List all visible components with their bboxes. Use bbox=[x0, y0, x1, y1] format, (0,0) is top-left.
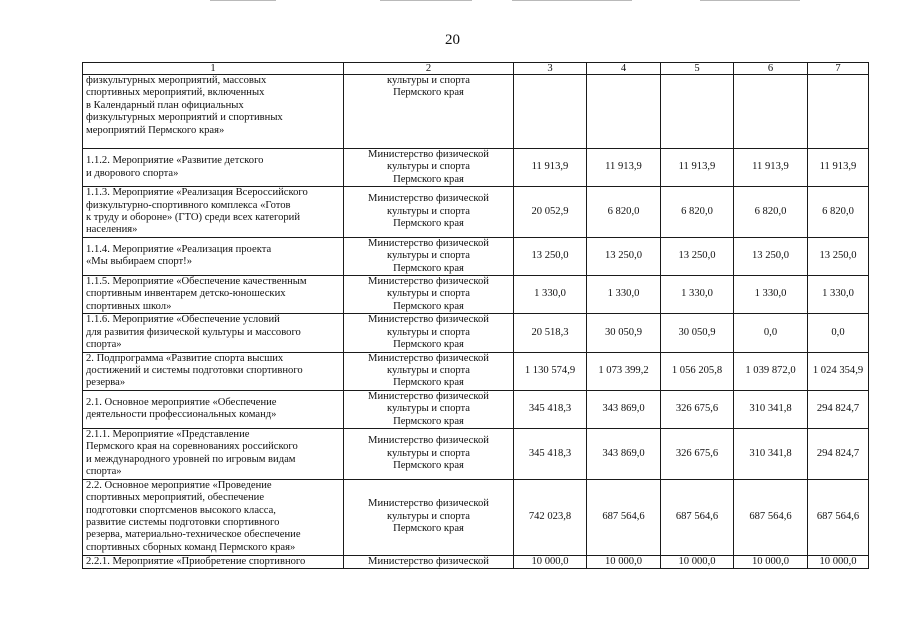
measure-name-line: и международного уровней по игровым видам bbox=[86, 453, 296, 465]
responsible-line: Министерство физической bbox=[368, 276, 489, 288]
measure-name-line: 1.1.2. Мероприятие «Развитие детского bbox=[86, 155, 264, 167]
measure-name-line: 1.1.3. Мероприятие «Реализация Всероссийского bbox=[86, 187, 308, 199]
value-cell: 294 824,7 bbox=[808, 428, 869, 479]
measure-name-line: физкультурных мероприятий, массовых bbox=[86, 75, 267, 86]
measure-name-cell bbox=[83, 149, 344, 187]
table-row bbox=[83, 149, 869, 187]
value-cell: 30 050,9 bbox=[661, 314, 734, 352]
responsible-line: Пермского края bbox=[393, 523, 464, 535]
value-cell: 345 418,3 bbox=[514, 428, 587, 479]
responsible-cell bbox=[344, 314, 514, 352]
value-cell bbox=[587, 75, 661, 149]
value-cell: 1 330,0 bbox=[514, 276, 587, 314]
page-number: 20 bbox=[445, 32, 460, 48]
responsible-line: культуры и спорта bbox=[387, 161, 470, 173]
top-edge-line-far-right bbox=[700, 0, 800, 1]
responsible-line: Пермского края bbox=[393, 87, 464, 99]
responsible-cell bbox=[344, 149, 514, 187]
value-cell: 13 250,0 bbox=[587, 237, 661, 275]
measure-name-line: 1.1.5. Мероприятие «Обеспечение качественным bbox=[86, 276, 307, 288]
responsible-line: Пермского края bbox=[393, 300, 464, 312]
responsible-line: Министерство физической bbox=[368, 390, 489, 402]
measure-name-cell bbox=[83, 555, 344, 568]
measure-name-line: для развития физической культуры и массового bbox=[86, 326, 301, 338]
value-cell: 294 824,7 bbox=[808, 390, 869, 428]
measure-name-cell bbox=[83, 352, 344, 390]
measure-name-line: физкультурных мероприятий и спортивных bbox=[86, 112, 283, 124]
col-header: 3 bbox=[514, 63, 587, 75]
top-edge-line-left bbox=[210, 0, 276, 1]
measure-name-line: населения» bbox=[86, 224, 138, 236]
value-cell: 10 000,0 bbox=[808, 555, 869, 568]
value-cell: 6 820,0 bbox=[808, 187, 869, 238]
value-cell: 11 913,9 bbox=[808, 149, 869, 187]
table-row bbox=[83, 479, 869, 555]
value-cell: 10 000,0 bbox=[734, 555, 808, 568]
responsible-line: Министерство физической bbox=[368, 193, 489, 205]
responsible-line: Пермского края bbox=[393, 459, 464, 471]
measure-name-cell bbox=[83, 479, 344, 555]
col-header: 1 bbox=[83, 63, 344, 75]
value-cell: 687 564,6 bbox=[661, 479, 734, 555]
value-cell: 1 039 872,0 bbox=[734, 352, 808, 390]
responsible-line: Пермского края bbox=[393, 339, 464, 351]
responsible-line: культуры и спорта bbox=[387, 326, 470, 338]
responsible-line: Министерство физической bbox=[368, 314, 489, 326]
value-cell: 30 050,9 bbox=[587, 314, 661, 352]
table-row bbox=[83, 555, 869, 568]
responsible-line: Министерство физической bbox=[368, 498, 489, 510]
measure-name-cell bbox=[83, 390, 344, 428]
measure-name-line: 1.1.4. Мероприятие «Реализация проекта bbox=[86, 244, 272, 256]
value-cell: 11 913,9 bbox=[514, 149, 587, 187]
value-cell: 1 024 354,9 bbox=[808, 352, 869, 390]
value-cell: 6 820,0 bbox=[661, 187, 734, 238]
value-cell bbox=[808, 75, 869, 149]
funding-table bbox=[82, 62, 869, 569]
responsible-line: культуры и спорта bbox=[387, 205, 470, 217]
responsible-line: Пермского края bbox=[393, 173, 464, 185]
table-row bbox=[83, 75, 869, 149]
value-cell bbox=[514, 75, 587, 149]
responsible-line: культуры и спорта bbox=[387, 403, 470, 415]
measure-name-line: и дворового спорта» bbox=[86, 167, 179, 179]
measure-name-line: 2.2. Основное мероприятие «Проведение bbox=[86, 479, 272, 491]
responsible-cell bbox=[344, 428, 514, 479]
value-cell: 326 675,6 bbox=[661, 390, 734, 428]
measure-name-line: спорта» bbox=[86, 339, 122, 351]
value-cell bbox=[661, 75, 734, 149]
measure-name-line: физкультурно-спортивного комплекса «Готов bbox=[86, 199, 291, 211]
value-cell: 11 913,9 bbox=[587, 149, 661, 187]
responsible-cell bbox=[344, 237, 514, 275]
table-row bbox=[83, 187, 869, 238]
value-cell: 343 869,0 bbox=[587, 428, 661, 479]
responsible-line: Министерство физической bbox=[368, 237, 489, 249]
value-cell: 687 564,6 bbox=[587, 479, 661, 555]
measure-name-line: «Мы выбираем спорт!» bbox=[86, 256, 192, 268]
value-cell: 687 564,6 bbox=[734, 479, 808, 555]
value-cell: 20 518,3 bbox=[514, 314, 587, 352]
responsible-cell bbox=[344, 75, 514, 149]
value-cell: 0,0 bbox=[734, 314, 808, 352]
value-cell: 1 330,0 bbox=[661, 276, 734, 314]
table-row bbox=[83, 237, 869, 275]
measure-name-cell bbox=[83, 75, 344, 149]
responsible-line: культуры и спорта bbox=[387, 447, 470, 459]
value-cell: 687 564,6 bbox=[808, 479, 869, 555]
table-body bbox=[83, 75, 869, 569]
value-cell: 13 250,0 bbox=[808, 237, 869, 275]
measure-name-line: к труду и обороне» (ГТО) среди всех категорий bbox=[86, 212, 301, 224]
value-cell: 11 913,9 bbox=[661, 149, 734, 187]
responsible-cell bbox=[344, 555, 514, 568]
responsible-line: культуры и спорта bbox=[387, 510, 470, 522]
measure-name-line: резерва» bbox=[86, 377, 126, 389]
responsible-cell bbox=[344, 479, 514, 555]
measure-name-cell bbox=[83, 187, 344, 238]
value-cell: 1 073 399,2 bbox=[587, 352, 661, 390]
measure-name-line: Пермского края на соревнованиях российского bbox=[86, 441, 298, 453]
responsible-line: Министерство физической bbox=[368, 555, 489, 567]
value-cell: 13 250,0 bbox=[514, 237, 587, 275]
value-cell: 0,0 bbox=[808, 314, 869, 352]
measure-name-cell bbox=[83, 276, 344, 314]
value-cell: 326 675,6 bbox=[661, 428, 734, 479]
header-row bbox=[83, 63, 869, 75]
value-cell: 1 330,0 bbox=[734, 276, 808, 314]
responsible-line: культуры и спорта bbox=[387, 75, 470, 86]
measure-name-line: 2.2.1. Мероприятие «Приобретение спортивного bbox=[86, 555, 306, 567]
value-cell: 11 913,9 bbox=[734, 149, 808, 187]
value-cell: 1 130 574,9 bbox=[514, 352, 587, 390]
responsible-line: Министерство физической bbox=[368, 149, 489, 160]
value-cell: 1 330,0 bbox=[808, 276, 869, 314]
value-cell: 10 000,0 bbox=[514, 555, 587, 568]
top-edge-line-center bbox=[380, 0, 472, 1]
measure-name-line: спорта» bbox=[86, 466, 122, 478]
value-cell: 343 869,0 bbox=[587, 390, 661, 428]
table-row bbox=[83, 428, 869, 479]
table-row bbox=[83, 314, 869, 352]
measure-name-line: спортивных мероприятий, обеспечение bbox=[86, 492, 265, 504]
measure-name-line: спортивных сборных команд Пермского края» bbox=[86, 541, 296, 553]
responsible-line: Министерство физической bbox=[368, 435, 489, 447]
measure-name-line: спортивных школ» bbox=[86, 300, 172, 312]
value-cell bbox=[734, 75, 808, 149]
measure-name-line: 2.1.1. Мероприятие «Представление bbox=[86, 428, 250, 440]
measure-name-cell bbox=[83, 237, 344, 275]
measure-name-line: в Календарный план официальных bbox=[86, 99, 244, 111]
measure-name-line: спортивным инвентарем детско-юношеских bbox=[86, 288, 286, 300]
value-cell: 6 820,0 bbox=[734, 187, 808, 238]
top-edge-line-right bbox=[512, 0, 632, 1]
value-cell: 310 341,8 bbox=[734, 428, 808, 479]
value-cell: 742 023,8 bbox=[514, 479, 587, 555]
value-cell: 10 000,0 bbox=[661, 555, 734, 568]
value-cell: 6 820,0 bbox=[587, 187, 661, 238]
responsible-line: Пермского края bbox=[393, 377, 464, 389]
value-cell: 13 250,0 bbox=[734, 237, 808, 275]
responsible-line: Пермского края bbox=[393, 218, 464, 230]
col-header: 5 bbox=[661, 63, 734, 75]
col-header: 4 bbox=[587, 63, 661, 75]
measure-name-cell bbox=[83, 314, 344, 352]
responsible-cell bbox=[344, 187, 514, 238]
responsible-cell bbox=[344, 352, 514, 390]
value-cell: 345 418,3 bbox=[514, 390, 587, 428]
responsible-line: культуры и спорта bbox=[387, 250, 470, 262]
measure-name-line: развитие системы подготовки спортивного bbox=[86, 517, 280, 529]
responsible-line: культуры и спорта bbox=[387, 288, 470, 300]
value-cell: 1 056 205,8 bbox=[661, 352, 734, 390]
col-header: 2 bbox=[344, 63, 514, 75]
measure-name-line: 2. Подпрограмма «Развитие спорта высших bbox=[86, 352, 284, 364]
measure-name-line: подготовки спортсменов высокого класса, bbox=[86, 504, 276, 516]
table-row bbox=[83, 352, 869, 390]
responsible-cell bbox=[344, 390, 514, 428]
measure-name-line: 2.1. Основное мероприятие «Обеспечение bbox=[86, 396, 277, 408]
measure-name-line: 1.1.6. Мероприятие «Обеспечение условий bbox=[86, 314, 280, 326]
measure-name-line: резерва, материально-техническое обеспечение bbox=[86, 529, 301, 541]
responsible-line: Министерство физической bbox=[368, 352, 489, 364]
value-cell: 310 341,8 bbox=[734, 390, 808, 428]
value-cell: 1 330,0 bbox=[587, 276, 661, 314]
value-cell: 20 052,9 bbox=[514, 187, 587, 238]
col-header: 6 bbox=[734, 63, 808, 75]
responsible-line: Пермского края bbox=[393, 415, 464, 427]
measure-name-cell bbox=[83, 428, 344, 479]
table-row bbox=[83, 276, 869, 314]
table-row bbox=[83, 390, 869, 428]
measure-name-line: спортивных мероприятий, включенных bbox=[86, 87, 265, 99]
responsible-line: культуры и спорта bbox=[387, 364, 470, 376]
measure-name-line: достижений и системы подготовки спортивного bbox=[86, 364, 303, 376]
responsible-cell bbox=[344, 276, 514, 314]
measure-name-line: деятельности профессиональных команд» bbox=[86, 409, 277, 421]
value-cell: 13 250,0 bbox=[661, 237, 734, 275]
measure-name-line: мероприятий Пермского края» bbox=[86, 124, 225, 136]
col-header: 7 bbox=[808, 63, 869, 75]
responsible-line: Пермского края bbox=[393, 262, 464, 274]
value-cell: 10 000,0 bbox=[587, 555, 661, 568]
